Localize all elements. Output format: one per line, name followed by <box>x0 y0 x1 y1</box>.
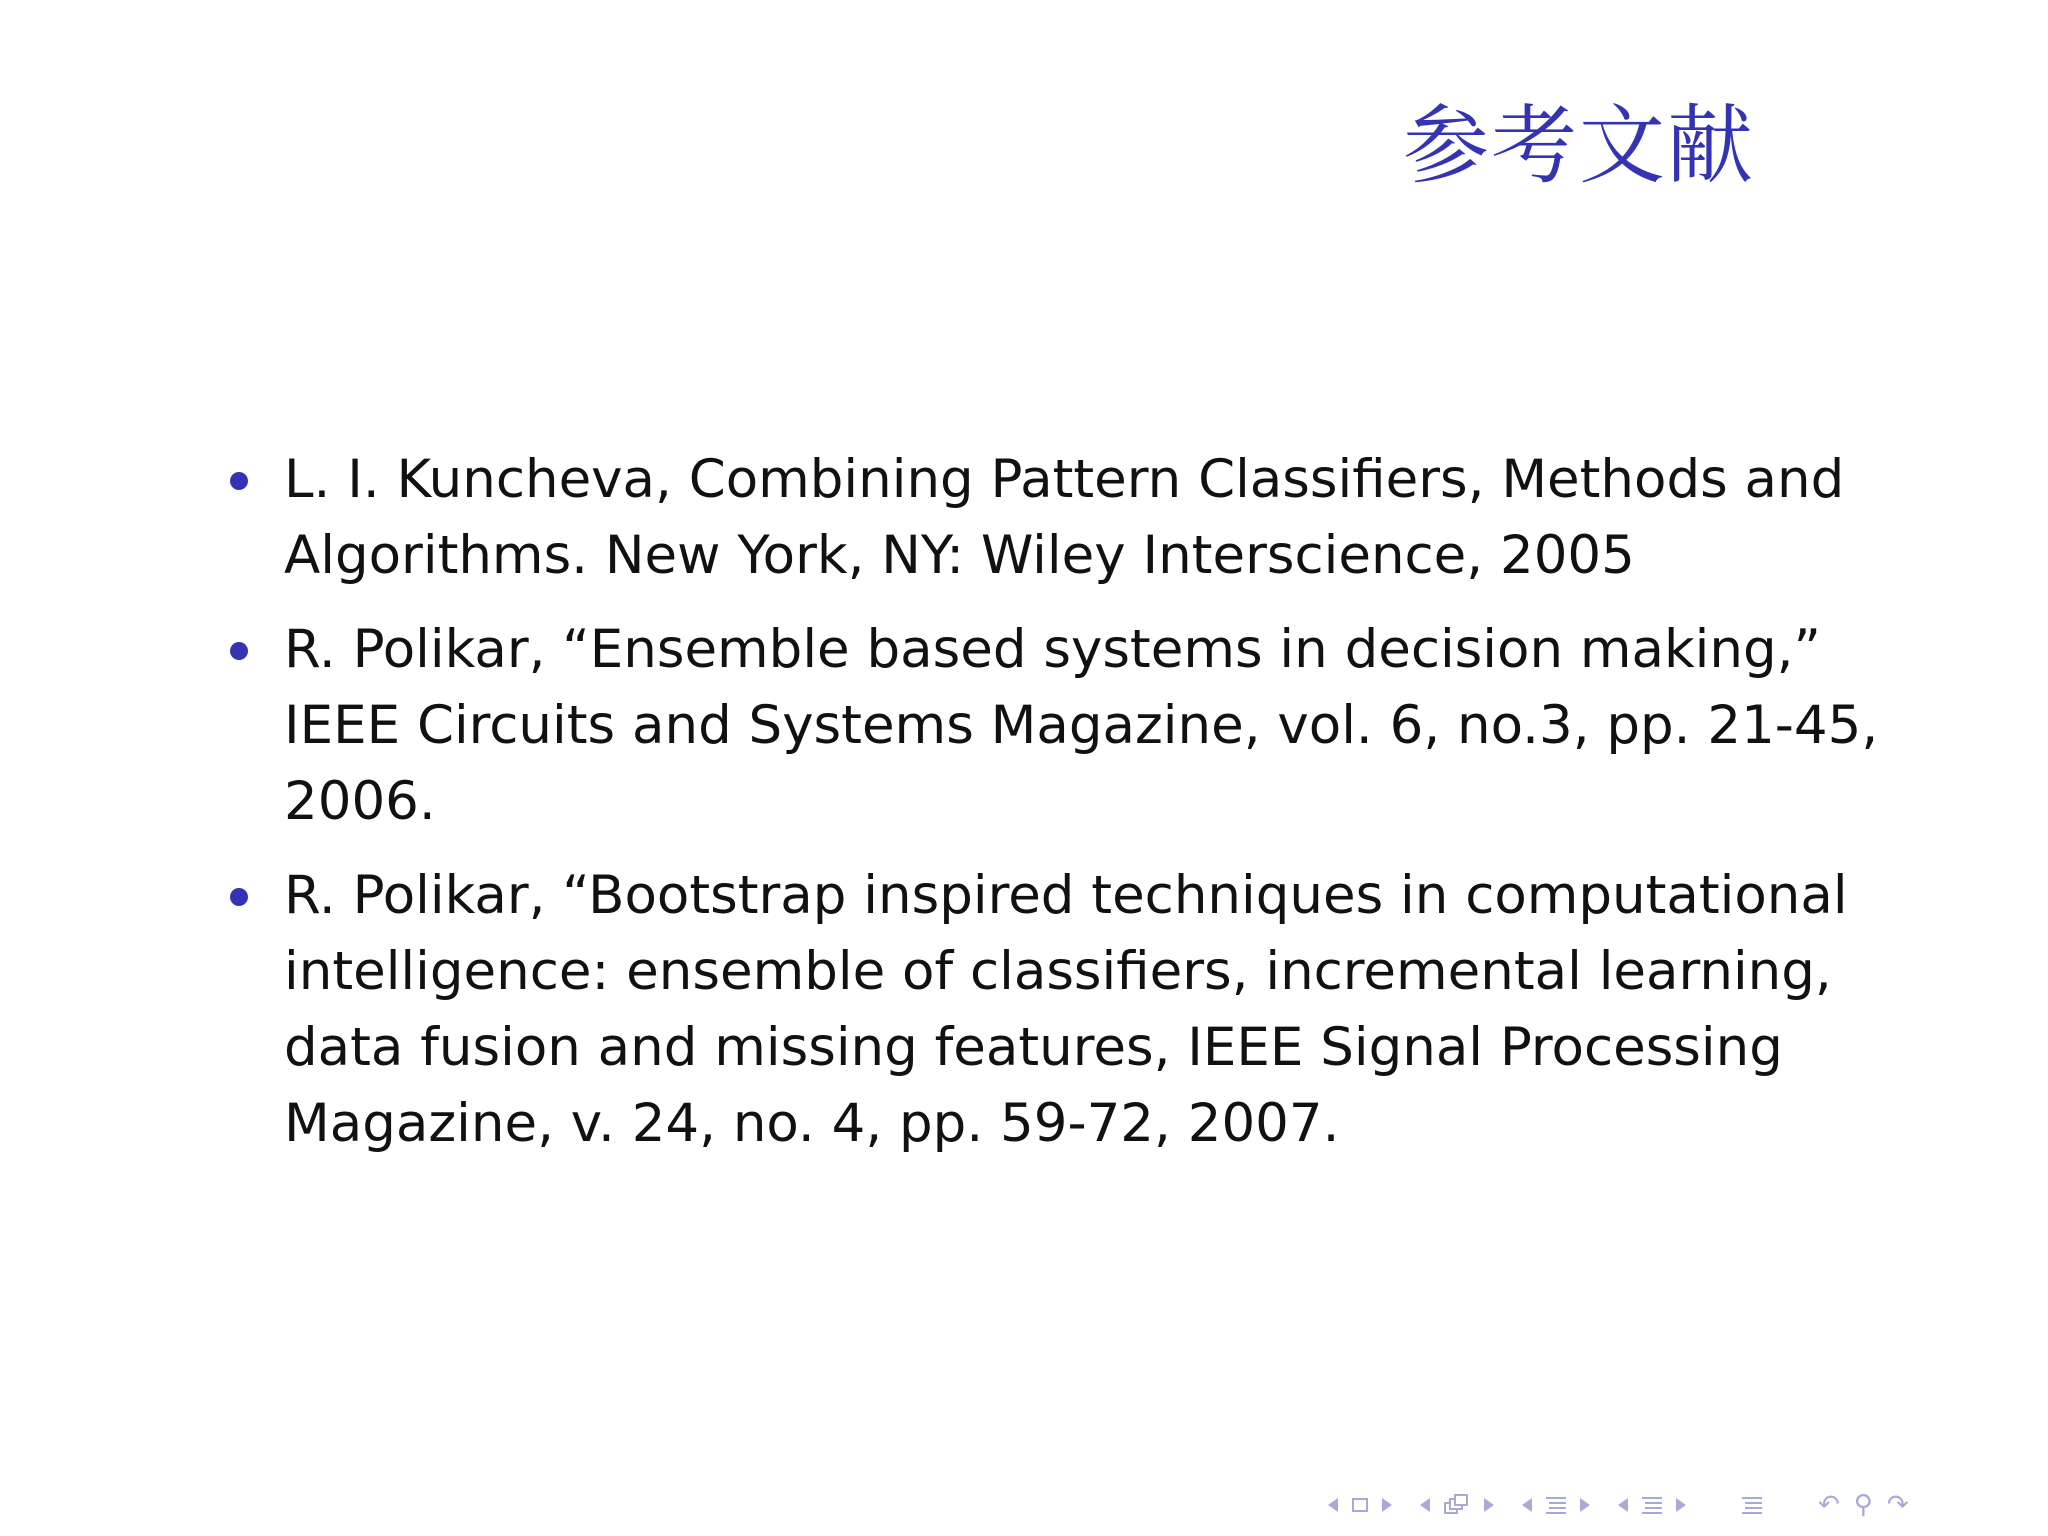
subsection-icon[interactable] <box>1546 1496 1566 1514</box>
reference-item <box>220 442 1900 594</box>
slide-title: 参考文献 <box>1403 96 1755 196</box>
next-slide-icon[interactable] <box>1484 1498 1494 1512</box>
prev-frame-icon[interactable] <box>1328 1498 1338 1512</box>
prev-section-icon[interactable] <box>1618 1498 1628 1512</box>
reference-text: R. Polikar, “Bootstrap inspired techniques in computational intelligence: ensemble of classifiers, incremental learning, data fusion and missing features, IEEE Signal Processing Magazine, v. 24, no. 4, pp. 59-72, 2007. <box>284 865 1848 1154</box>
next-subsection-icon[interactable] <box>1580 1498 1590 1512</box>
slide-icon[interactable] <box>1444 1494 1470 1516</box>
next-frame-icon[interactable] <box>1382 1498 1392 1512</box>
reference-text: L. I. Kuncheva, Combining Pattern Classifiers, Methods and Algorithms. New York, NY: Wiley Interscience, 2005 <box>284 449 1845 586</box>
bullet-icon <box>230 472 248 490</box>
frame-icon[interactable] <box>1352 1498 1368 1512</box>
bullet-icon <box>230 642 248 660</box>
next-section-icon[interactable] <box>1676 1498 1686 1512</box>
forward-icon[interactable]: ↷ <box>1886 1490 1909 1520</box>
reference-item <box>220 858 1900 1162</box>
beamer-navigation-bar <box>1328 1490 1909 1520</box>
back-icon[interactable]: ↶ <box>1818 1490 1840 1520</box>
reference-list <box>220 442 1900 1180</box>
section-icon[interactable] <box>1642 1496 1662 1514</box>
reference-item <box>220 612 1900 840</box>
reference-text: R. Polikar, “Ensemble based systems in decision making,” IEEE Circuits and Systems Magazine, vol. 6, no.3, pp. 21-45, 2006. <box>284 619 1879 832</box>
bullet-icon <box>230 888 248 906</box>
prev-subsection-icon[interactable] <box>1522 1498 1532 1512</box>
toc-icon[interactable] <box>1742 1496 1762 1514</box>
search-icon[interactable]: ⚲ <box>1853 1490 1873 1520</box>
prev-slide-icon[interactable] <box>1420 1498 1430 1512</box>
